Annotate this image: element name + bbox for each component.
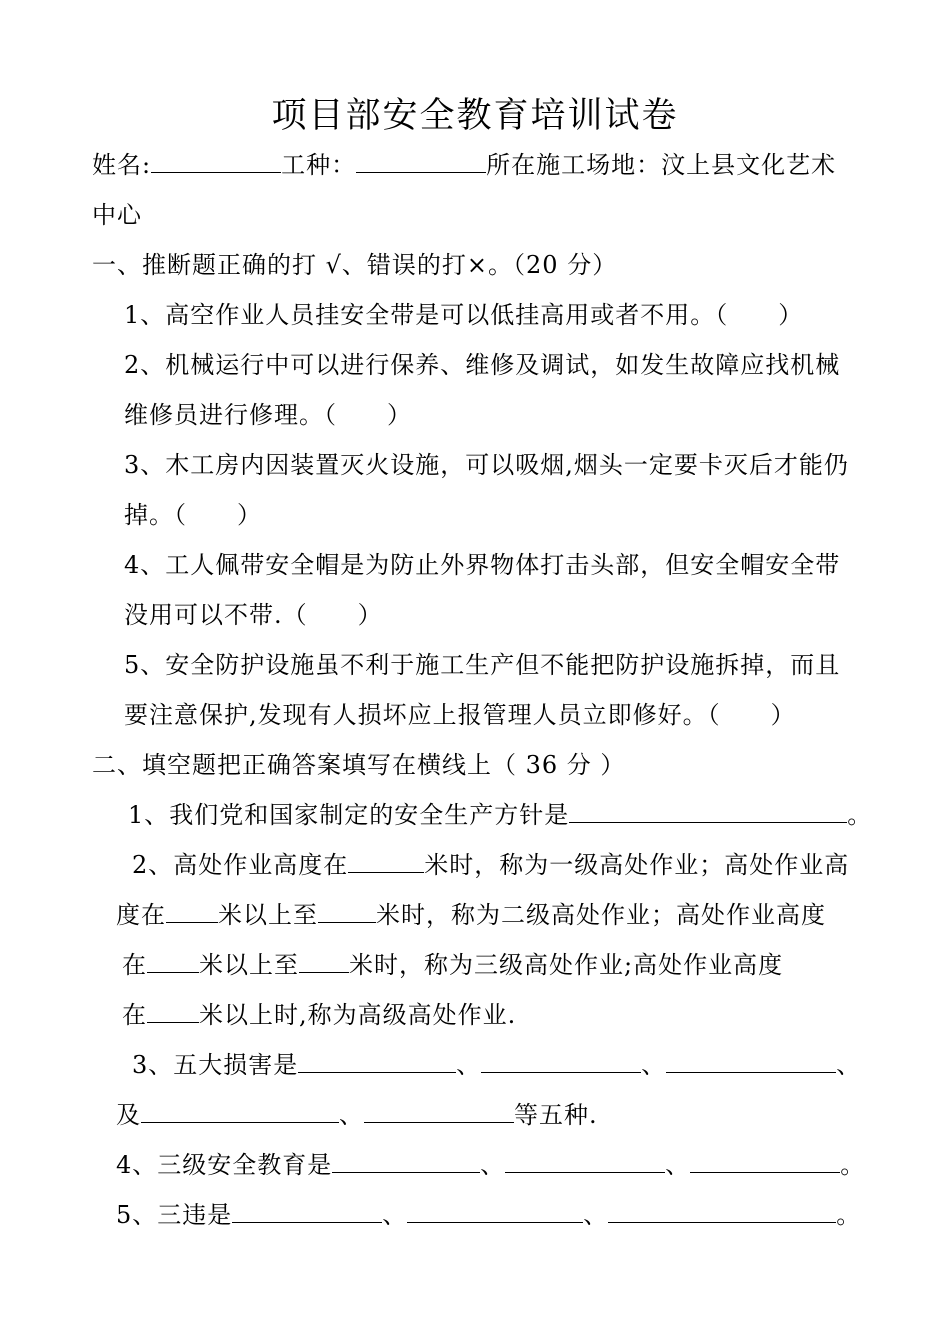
q4-sep-2: 、 bbox=[665, 1151, 691, 1179]
q3-text: 3、五大损害是 bbox=[132, 1051, 299, 1079]
q3-sep-4: 、 bbox=[339, 1101, 364, 1129]
q2-blank-6[interactable] bbox=[147, 1000, 199, 1023]
q2-l2-text-c: 米时，称为二级高处作业；高处作业高度 bbox=[376, 901, 826, 929]
q3-blank-2[interactable] bbox=[481, 1050, 641, 1073]
section2-question-3-line1 bbox=[132, 1048, 861, 1082]
section2-question-5 bbox=[116, 1198, 861, 1232]
q3-l2-text: 及 bbox=[116, 1101, 141, 1129]
q1-text: 1、我们党和国家制定的安全生产方针是 bbox=[128, 801, 570, 829]
q2-text-a: 2、高处作业高度在 bbox=[132, 851, 349, 879]
section2-question-4 bbox=[116, 1148, 865, 1182]
q3-blank-3[interactable] bbox=[666, 1050, 836, 1073]
section2-question-3-line2 bbox=[116, 1098, 598, 1132]
section2-question-2-line1 bbox=[132, 848, 849, 882]
section2-question-2-line4 bbox=[122, 998, 516, 1032]
section1-question-2-line1: 2、机械运行中可以进行保养、维修及调试，如发生故障应找机械 bbox=[124, 351, 841, 379]
q4-text: 4、三级安全教育是 bbox=[116, 1151, 333, 1179]
q4-blank-2[interactable] bbox=[505, 1150, 665, 1173]
q5-sep-2: 、 bbox=[583, 1201, 609, 1229]
q4-blank-1[interactable] bbox=[332, 1150, 480, 1173]
q2-blank-1[interactable] bbox=[348, 850, 424, 873]
q5-end: 。 bbox=[836, 1201, 862, 1229]
q2-blank-3[interactable] bbox=[318, 900, 376, 923]
q3-blank-1[interactable] bbox=[298, 1050, 456, 1073]
q5-blank-2[interactable] bbox=[407, 1200, 583, 1223]
section1-question-5-line1: 5、安全防护设施虽不利于施工生产但不能把防护设施拆掉，而且 bbox=[124, 651, 841, 679]
q3-blank-5[interactable] bbox=[364, 1100, 514, 1123]
site-label: 所在施工场地：汶上县文化艺术 bbox=[486, 151, 837, 179]
q4-blank-3[interactable] bbox=[690, 1150, 840, 1173]
section2-heading: 二、填空题把正确答案填写在横线上（ 36 分 ） bbox=[92, 751, 626, 779]
q4-end: 。 bbox=[840, 1151, 866, 1179]
section1-question-4-line1: 4、工人佩带安全帽是为防止外界物体打击头部，但安全帽安全带 bbox=[124, 551, 841, 579]
section1-question-3-line1: 3、木工房内因装置灭火设施，可以吸烟,烟头一定要卡灭后才能仍 bbox=[124, 451, 849, 479]
q2-l3-text-a: 在 bbox=[122, 951, 147, 979]
q1-blank[interactable] bbox=[569, 800, 847, 823]
section2-question-2-line3 bbox=[122, 948, 783, 982]
header-line bbox=[92, 148, 836, 182]
q5-text: 5、三违是 bbox=[116, 1201, 233, 1229]
q2-l4-text-a: 在 bbox=[122, 1001, 147, 1029]
q3-sep-1: 、 bbox=[456, 1051, 482, 1079]
q2-l2-text-b: 米以上至 bbox=[218, 901, 318, 929]
section1-question-2-line2: 维修员进行修理。（ ） bbox=[124, 401, 412, 429]
q2-l4-text-b: 米以上时,称为高级高处作业. bbox=[199, 1001, 517, 1029]
name-blank[interactable] bbox=[151, 150, 281, 173]
q1-end: 。 bbox=[847, 801, 873, 829]
section2-question-1 bbox=[128, 798, 872, 832]
q2-l3-text-c: 米时，称为三级高处作业;高处作业高度 bbox=[349, 951, 784, 979]
q3-blank-4[interactable] bbox=[141, 1100, 339, 1123]
name-label: 姓名: bbox=[92, 151, 152, 179]
q2-l3-text-b: 米以上至 bbox=[199, 951, 299, 979]
section2-question-2-line2 bbox=[116, 898, 826, 932]
q5-blank-1[interactable] bbox=[232, 1200, 382, 1223]
q3-l2-end: 等五种. bbox=[514, 1101, 598, 1129]
q2-text-b: 米时，称为一级高处作业；高处作业高 bbox=[424, 851, 850, 879]
q5-sep-1: 、 bbox=[382, 1201, 408, 1229]
page-title: 项目部安全教育培训试卷 bbox=[271, 96, 679, 136]
q4-sep-1: 、 bbox=[480, 1151, 506, 1179]
site-continued: 中心 bbox=[92, 201, 142, 229]
q3-sep-2: 、 bbox=[641, 1051, 667, 1079]
section1-question-4-line2: 没用可以不带.（ ） bbox=[124, 601, 383, 629]
section1-question-3-line2: 掉。（ ） bbox=[124, 501, 262, 529]
trade-label: 工种： bbox=[281, 151, 357, 179]
q2-blank-2[interactable] bbox=[166, 900, 218, 923]
q2-blank-5[interactable] bbox=[299, 950, 349, 973]
q2-blank-4[interactable] bbox=[147, 950, 199, 973]
section1-heading: 一、推断题正确的打 √、错误的打×。（20 分） bbox=[92, 251, 618, 279]
q3-sep-3: 、 bbox=[836, 1051, 862, 1079]
q5-blank-3[interactable] bbox=[608, 1200, 836, 1223]
section1-question-1: 1、高空作业人员挂安全带是可以低挂高用或者不用。（ ） bbox=[124, 301, 804, 329]
section1-question-5-line2: 要注意保护,发现有人损坏应上报管理人员立即修好。（ ） bbox=[124, 701, 796, 729]
q2-l2-text-a: 度在 bbox=[116, 901, 166, 929]
trade-blank[interactable] bbox=[356, 150, 486, 173]
